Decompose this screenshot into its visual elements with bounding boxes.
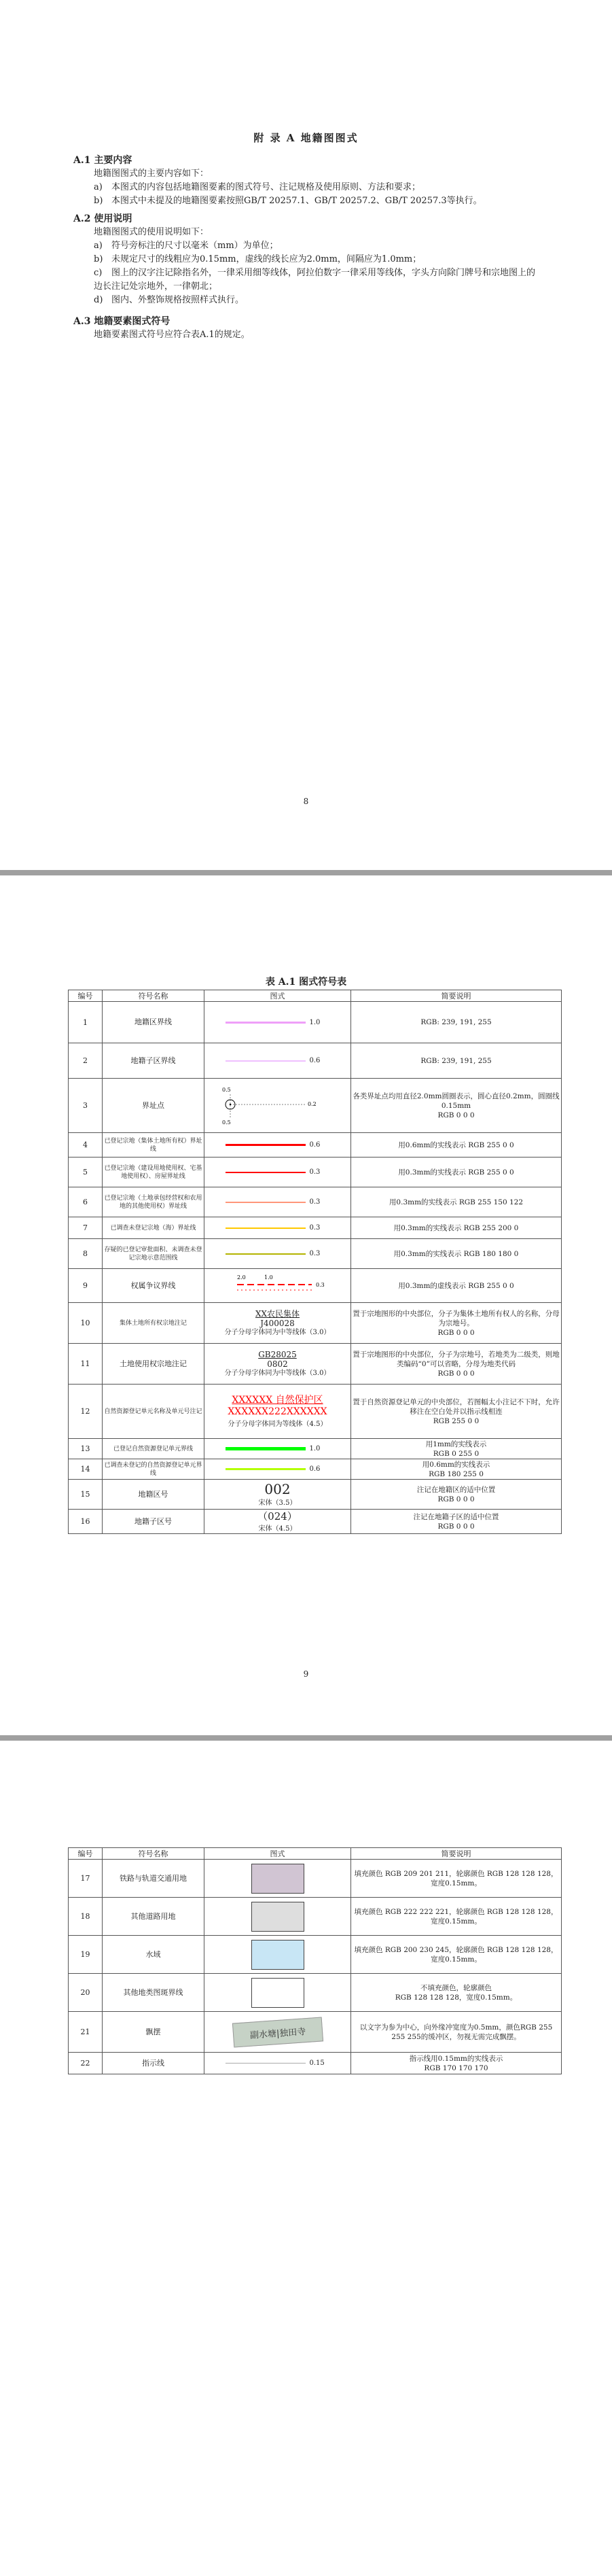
page-3	[0, 1741, 612, 2576]
row-number: 21	[69, 2012, 103, 2053]
table-title: 表 A.1 图式符号表	[265, 977, 347, 988]
width-label: 0.15	[309, 2059, 325, 2067]
symbol-name: 集体土地所有权宗地注记	[103, 1303, 204, 1344]
line-swatch	[226, 1060, 306, 1062]
line-swatch	[226, 1172, 306, 1173]
symbol-name: 权属争议界线	[103, 1269, 204, 1303]
dim-label: 1.0	[264, 1274, 273, 1281]
symbol-graphic	[204, 1303, 351, 1344]
item-text: 本图式中未提及的地籍图要素按照GB/T 20257.1、GB/T 20257.2、GB/T 20257.3等执行。	[111, 196, 482, 206]
line-swatch	[226, 1144, 306, 1146]
line-swatch	[226, 1468, 306, 1470]
row-number: 10	[69, 1303, 103, 1344]
width-label: 0.3	[309, 1224, 321, 1232]
symbol-name: 指示线	[103, 2053, 204, 2074]
header-cell: 简要说明	[351, 1848, 562, 1860]
boundary-point-symbol	[210, 1081, 346, 1128]
annotation-numerator: GB28025	[258, 1349, 297, 1359]
page-1	[0, 0, 612, 870]
symbol-description: 注记在地籍区的适中位置 RGB 0 0 0	[351, 1480, 562, 1510]
width-label: 0.3	[309, 1250, 321, 1257]
table-row	[69, 1158, 562, 1187]
table-row	[69, 2012, 562, 2053]
item-text: 图上的汉字注记除指名外，一律采用细等线体，阿拉伯数字一律采用等线体，字头方向除门牌号和宗地图上的边长注记处宗地外，一律朝北；	[94, 268, 536, 292]
symbol-description: 用0.3mm的虚线表示 RGB 255 0 0	[351, 1269, 562, 1303]
symbol-description: RGB: 239, 191, 255	[351, 1002, 562, 1043]
header-cell: 编号	[69, 1848, 103, 1860]
fill-swatch	[251, 1902, 304, 1932]
page-number: 8	[303, 797, 309, 806]
item-text: 图内、外整饰规格按照样式执行。	[111, 295, 245, 305]
symbol-graphic	[204, 1459, 351, 1480]
annotation-denominator: J400028	[260, 1318, 295, 1328]
section-heading: A.3 地籍要素图式符号	[73, 316, 170, 327]
header-cell: 符号名称	[103, 990, 204, 1002]
table-row	[69, 1303, 562, 1344]
fill-swatch	[251, 1864, 304, 1894]
symbol-description: 用0.3mm的实线表示 RGB 255 0 0	[351, 1158, 562, 1187]
table-row	[69, 2053, 562, 2074]
row-number: 20	[69, 1974, 103, 2012]
symbol-description: 注记在地籍子区的适中位置 RGB 0 0 0	[351, 1510, 562, 1534]
list-item	[94, 294, 542, 307]
annotation-numerator: XX农民集体	[255, 1308, 300, 1319]
page-number: 9	[303, 1669, 309, 1679]
symbol-name: 土地使用权宗地注记	[103, 1344, 204, 1385]
table-header-row	[69, 990, 562, 1002]
symbol-name: 已登记宗地（建设用地使用权、宅基地使用权）、房屋界址线	[103, 1158, 204, 1187]
dim-label: 0.2	[307, 1101, 317, 1107]
section-intro: 地籍图图式的主要内容如下：	[94, 169, 209, 179]
annotation-caption: 分子分母字体同为中等线体（3.0）	[224, 1369, 331, 1377]
zone-code: 002	[264, 1481, 291, 1497]
symbol-name: 地籍区号	[103, 1480, 204, 1510]
label-halo-sample: 副水塘|独田寺	[232, 2017, 323, 2047]
width-label: 0.6	[309, 1141, 321, 1149]
section-intro: 地籍要素图式符号应符合表A.1的规定。	[94, 330, 250, 340]
symbol-description: 用0.3mm的实线表示 RGB 180 180 0	[351, 1239, 562, 1269]
symbol-description: 用0.6mm的实线表示 RGB 255 0 0	[351, 1133, 562, 1158]
symbol-description: 置于自然资源登记单元的中央部位，若图幅太小注记不下时，允许移注在空白处并以指示线相连 RGB 255 0 0	[351, 1385, 562, 1439]
annotation-caption: 分子分母字体同为等线体（4.5）	[228, 1421, 327, 1428]
row-number: 19	[69, 1936, 103, 1974]
symbol-graphic	[204, 1344, 351, 1385]
line-swatch	[226, 1228, 306, 1229]
symbol-description: 用1mm的实线表示 RGB 0 255 0	[351, 1439, 562, 1459]
section-heading: A.1 主要内容	[73, 155, 132, 166]
symbol-graphic	[204, 1974, 351, 2012]
symbol-graphic	[204, 1239, 351, 1269]
header-cell: 图式	[204, 1848, 351, 1860]
symbol-name: 界址点	[103, 1079, 204, 1133]
row-number: 14	[69, 1459, 103, 1480]
symbol-description: 用0.3mm的实线表示 RGB 255 200 0	[351, 1217, 562, 1239]
table-row	[69, 1217, 562, 1239]
symbol-graphic	[204, 1439, 351, 1459]
header-cell: 简要说明	[351, 990, 562, 1002]
row-number: 18	[69, 1898, 103, 1936]
row-number: 6	[69, 1187, 103, 1217]
width-label: 0.6	[309, 1057, 321, 1064]
symbol-name: 已登记自然资源登记单元界线	[103, 1439, 204, 1459]
symbol-description: 用0.3mm的实线表示 RGB 255 150 122	[351, 1187, 562, 1217]
symbol-name: 铁路与轨道交通用地	[103, 1860, 204, 1898]
symbol-name: 存疑的已登记审批面积、未调查未登记宗地示意范围线	[103, 1239, 204, 1269]
item-label: a)	[94, 182, 103, 192]
line-swatch	[226, 2063, 306, 2064]
row-number: 13	[69, 1439, 103, 1459]
annotation-denominator: 0802	[267, 1359, 288, 1369]
width-label: 0.3	[309, 1198, 321, 1206]
symbol-name: 其他地类图斑界线	[103, 1974, 204, 2012]
row-number: 7	[69, 1217, 103, 1239]
dim-label: 0.5	[221, 1087, 231, 1093]
item-label: b)	[94, 254, 103, 264]
symbol-table	[68, 990, 562, 1534]
item-label: c)	[94, 268, 103, 278]
table-row	[69, 1860, 562, 1898]
list-item	[94, 239, 542, 253]
symbol-description: 置于宗地图形的中央部位，分子为集体土地所有权人的名称，分母为宗地号。 RGB 0 0 0	[351, 1303, 562, 1344]
symbol-name: 自然资源登记单元名称及单元号注记	[103, 1385, 204, 1439]
symbol-description: 指示线用0.15mm的实线表示 RGB 170 170 170	[351, 2053, 562, 2074]
symbol-name: 已调查未登记宗地（海）界址线	[103, 1217, 204, 1239]
symbol-graphic	[204, 1133, 351, 1158]
symbol-description: 不填充颜色，轮廓颜色 RGB 128 128 128，宽度0.15mm。	[351, 1974, 562, 2012]
dim-label: 2.0	[236, 1274, 246, 1281]
table-row	[69, 1344, 562, 1385]
width-label: 0.6	[309, 1465, 321, 1473]
header-cell: 编号	[69, 990, 103, 1002]
dim-label: 0.3	[315, 1282, 325, 1288]
list-item	[94, 181, 542, 194]
row-number: 2	[69, 1043, 103, 1079]
list-item	[94, 253, 542, 266]
symbol-graphic	[204, 1936, 351, 1974]
line-swatch	[226, 1447, 306, 1450]
symbol-graphic	[204, 1860, 351, 1898]
symbol-graphic	[204, 2053, 351, 2074]
row-number: 15	[69, 1480, 103, 1510]
width-label: 1.0	[309, 1018, 321, 1026]
row-number: 3	[69, 1079, 103, 1133]
header-cell: 图式	[204, 990, 351, 1002]
symbol-graphic	[204, 1898, 351, 1936]
symbol-graphic	[204, 1002, 351, 1043]
row-number: 1	[69, 1002, 103, 1043]
row-number: 11	[69, 1344, 103, 1385]
row-number: 9	[69, 1269, 103, 1303]
annotation-denominator: XXXXXX222XXXXXX	[228, 1406, 327, 1417]
table-row	[69, 1936, 562, 1974]
annotation-caption: 宋体（3.5）	[258, 1499, 297, 1507]
fill-swatch	[251, 1940, 304, 1970]
table-header-row	[69, 1848, 562, 1860]
symbol-description: 用0.6mm的实线表示 RGB 180 255 0	[351, 1459, 562, 1480]
symbol-graphic	[204, 1187, 351, 1217]
symbol-description: 填充颜色 RGB 209 201 211，轮廓颜色 RGB 128 128 128，宽度0.15mm。	[351, 1860, 562, 1898]
symbol-description: 填充颜色 RGB 200 230 245，轮廓颜色 RGB 128 128 128，宽度0.15mm。	[351, 1936, 562, 1974]
appendix-title: 附 录 A 地籍图图式	[253, 132, 359, 144]
symbol-graphic	[204, 1217, 351, 1239]
table-row	[69, 1079, 562, 1133]
table-row	[69, 1269, 562, 1303]
symbol-description: 以文字为参为中心，向外缘冲宽度为0.5mm，颜色RGB 255 255 255的缓冲区，勿视无需完成飘摆。	[351, 2012, 562, 2053]
line-swatch	[226, 1253, 306, 1255]
page-2	[0, 875, 612, 1735]
width-label: 0.3	[309, 1168, 321, 1176]
row-number: 12	[69, 1385, 103, 1439]
symbol-table-continued	[68, 1847, 562, 2074]
symbol-graphic	[204, 1269, 351, 1303]
row-number: 4	[69, 1133, 103, 1158]
symbol-name: 其他道路用地	[103, 1898, 204, 1936]
item-text: 符号旁标注的尺寸以毫米（mm）为单位；	[111, 241, 278, 251]
header-cell: 符号名称	[103, 1848, 204, 1860]
row-number: 17	[69, 1860, 103, 1898]
annotation-caption: 分子分母字体同为中等线体（3.0）	[224, 1328, 331, 1336]
table-row	[69, 1510, 562, 1534]
row-number: 8	[69, 1239, 103, 1269]
symbol-name: 地籍区界线	[103, 1002, 204, 1043]
table-row	[69, 1187, 562, 1217]
section-heading: A.2 使用说明	[73, 213, 132, 224]
section-intro: 地籍图图式的使用说明如下：	[94, 227, 209, 237]
dim-label: 0.5	[221, 1119, 231, 1126]
symbol-name: 已登记宗地（土地承包经营权和农用地的其他使用权）界址线	[103, 1187, 204, 1217]
line-swatch	[226, 1022, 306, 1024]
item-label: a)	[94, 241, 103, 251]
symbol-name: 地籍子区界线	[103, 1043, 204, 1079]
table-row	[69, 1439, 562, 1459]
symbol-description: RGB: 239, 191, 255	[351, 1043, 562, 1079]
list-item	[94, 194, 542, 208]
table-row	[69, 1898, 562, 1936]
symbol-graphic	[204, 1510, 351, 1534]
symbol-name: 已登记宗地（集体土地所有权）界址线	[103, 1133, 204, 1158]
annotation-numerator: XXXXXX 自然保护区	[232, 1395, 323, 1406]
symbol-name: 飘摆	[103, 2012, 204, 2053]
item-label: d)	[94, 295, 103, 305]
table-row	[69, 1043, 562, 1079]
table-row	[69, 1133, 562, 1158]
table-row	[69, 1459, 562, 1480]
item-text: 本图式的内容包括地籍图要素的图式符号、注记规格及使用原则、方法和要求；	[111, 182, 421, 192]
item-text: 未规定尺寸的线粗应为0.15mm，虚线的线长应为2.0mm，间隔应为1.0mm；	[111, 254, 422, 264]
dispute-line-symbol	[210, 1271, 346, 1298]
table-row	[69, 1239, 562, 1269]
row-number: 16	[69, 1510, 103, 1534]
symbol-graphic	[204, 1079, 351, 1133]
table-row	[69, 1002, 562, 1043]
symbol-description: 填充颜色 RGB 222 222 221，轮廓颜色 RGB 128 128 128，宽度0.15mm。	[351, 1898, 562, 1936]
symbol-description: 置于宗地图形的中央部位，分子为宗地号，若地类为二级类，则地类编码“0”可以省略，分母为地类代码 RGB 0 0 0	[351, 1344, 562, 1385]
symbol-graphic	[204, 1158, 351, 1187]
line-swatch	[226, 1202, 306, 1203]
row-number: 22	[69, 2053, 103, 2074]
width-label: 1.0	[309, 1445, 321, 1452]
symbol-description: 各类界址点均用直径2.0mm圆圈表示，圆心直径0.2mm，圆圈线0.15mm RGB 0 0 0	[351, 1079, 562, 1133]
symbol-name: 地籍子区号	[103, 1510, 204, 1534]
fill-swatch	[251, 1978, 304, 2008]
symbol-graphic	[204, 1480, 351, 1510]
symbol-graphic	[204, 1385, 351, 1439]
annotation-caption: 宋体（4.5）	[258, 1525, 297, 1533]
table-row	[69, 1385, 562, 1439]
row-number: 5	[69, 1158, 103, 1187]
table-row	[69, 1974, 562, 2012]
symbol-graphic	[204, 2012, 351, 2053]
symbol-name: 水域	[103, 1936, 204, 1974]
table-row	[69, 1480, 562, 1510]
item-label: b)	[94, 196, 103, 206]
symbol-graphic	[204, 1043, 351, 1079]
list-item	[94, 266, 542, 294]
symbol-name: 已调查未登记的自然资源登记单元界线	[103, 1459, 204, 1480]
zone-code: （024）	[257, 1510, 298, 1522]
